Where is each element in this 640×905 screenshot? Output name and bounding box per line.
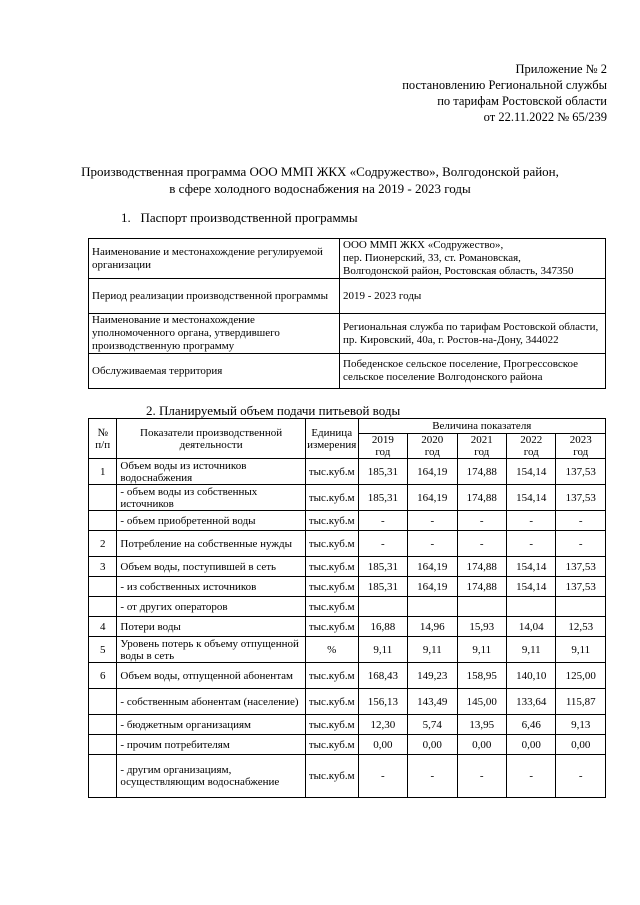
row-value: - bbox=[457, 755, 506, 798]
passport-row bbox=[89, 239, 606, 279]
row-value bbox=[457, 597, 506, 617]
year-number: 2022 bbox=[520, 434, 543, 446]
year-number: 2020 bbox=[421, 434, 444, 446]
row-value: 168,43 bbox=[358, 663, 407, 689]
row-value: 137,53 bbox=[556, 557, 606, 577]
row-unit: тыс.куб.м bbox=[305, 557, 358, 577]
row-value: 12,53 bbox=[556, 617, 606, 637]
row-value: 9,11 bbox=[556, 637, 606, 663]
table-row bbox=[89, 755, 606, 798]
header-year bbox=[507, 434, 556, 459]
header-unit: Единица измерения bbox=[305, 419, 358, 459]
row-value: 158,95 bbox=[457, 663, 506, 689]
row-value: 137,53 bbox=[556, 459, 606, 485]
row-value: 174,88 bbox=[457, 557, 506, 577]
row-unit: % bbox=[305, 637, 358, 663]
row-value: 154,14 bbox=[507, 485, 556, 511]
year-number: 2023 bbox=[569, 434, 592, 446]
row-indicator: Потери воды bbox=[117, 617, 305, 637]
row-value: 0,00 bbox=[507, 735, 556, 755]
year-suffix: год bbox=[523, 446, 539, 458]
passport-value bbox=[340, 314, 606, 354]
row-value: 154,14 bbox=[507, 577, 556, 597]
row-indicator: Объем воды, отпущенной абонентам bbox=[117, 663, 305, 689]
passport-value-line: 2019 - 2023 годы bbox=[343, 289, 422, 302]
row-indicator: - бюджетным организациям bbox=[117, 715, 305, 735]
row-value: 149,23 bbox=[408, 663, 457, 689]
table-row bbox=[89, 735, 606, 755]
row-unit: тыс.куб.м bbox=[305, 755, 358, 798]
row-unit: тыс.куб.м bbox=[305, 597, 358, 617]
row-num: 3 bbox=[89, 557, 117, 577]
annex-line: по тарифам Ростовской области bbox=[437, 94, 607, 108]
row-value: 164,19 bbox=[408, 485, 457, 511]
row-indicator: Уровень потерь к объему отпущенной воды в сеть bbox=[117, 637, 305, 663]
passport-value-line: ООО ММП ЖКХ «Содружество», bbox=[343, 239, 504, 251]
row-unit: тыс.куб.м bbox=[305, 577, 358, 597]
passport-key: Обслуживаемая территория bbox=[89, 354, 340, 389]
row-value: 5,74 bbox=[408, 715, 457, 735]
header-year bbox=[457, 434, 506, 459]
row-unit: тыс.куб.м bbox=[305, 617, 358, 637]
table-row bbox=[89, 689, 606, 715]
row-value bbox=[408, 597, 457, 617]
passport-value-line: пр. Кировский, 40а, г. Ростов-на-Дону, 344022 bbox=[343, 333, 559, 346]
row-num bbox=[89, 511, 117, 531]
row-value bbox=[507, 597, 556, 617]
row-indicator: Потребление на собственные нужды bbox=[117, 531, 305, 557]
row-indicator: - объем воды из собственных источников bbox=[117, 485, 305, 511]
row-value: 156,13 bbox=[358, 689, 407, 715]
section-number: 2. bbox=[146, 403, 156, 418]
title-line: в сфере холодного водоснабжения на 2019 - 2023 годы bbox=[169, 181, 471, 196]
annex-line: постановлению Региональной службы bbox=[402, 78, 607, 92]
row-value: 12,30 bbox=[358, 715, 407, 735]
section-number: 1. bbox=[121, 210, 131, 225]
table-row bbox=[89, 597, 606, 617]
row-value: 145,00 bbox=[457, 689, 506, 715]
header-year bbox=[408, 434, 457, 459]
row-unit: тыс.куб.м bbox=[305, 715, 358, 735]
section-title: Планируемый объем подачи питьевой воды bbox=[159, 403, 401, 418]
table-header-row bbox=[89, 419, 606, 434]
row-value: - bbox=[507, 511, 556, 531]
passport-row bbox=[89, 279, 606, 314]
row-value: - bbox=[457, 531, 506, 557]
annex-line: Приложение № 2 bbox=[515, 62, 607, 76]
passport-row bbox=[89, 354, 606, 389]
document-title bbox=[0, 163, 640, 197]
year-suffix: год bbox=[573, 446, 589, 458]
table-row bbox=[89, 459, 606, 485]
table-row bbox=[89, 511, 606, 531]
table-row bbox=[89, 577, 606, 597]
row-indicator: - другим организациям, осуществляющим водоснабжение bbox=[117, 755, 305, 798]
row-value bbox=[556, 597, 606, 617]
row-value: 137,53 bbox=[556, 485, 606, 511]
row-unit: тыс.куб.м bbox=[305, 531, 358, 557]
table-row bbox=[89, 663, 606, 689]
row-value: 133,64 bbox=[507, 689, 556, 715]
section-1-heading bbox=[121, 210, 358, 226]
row-value: - bbox=[457, 511, 506, 531]
year-suffix: год bbox=[474, 446, 490, 458]
row-value: 164,19 bbox=[408, 577, 457, 597]
row-num: 5 bbox=[89, 637, 117, 663]
section-2-heading bbox=[146, 403, 400, 419]
row-value: 115,87 bbox=[556, 689, 606, 715]
row-value: 0,00 bbox=[457, 735, 506, 755]
passport-value-line: Региональная служба по тарифам Ростовской области, bbox=[343, 320, 599, 333]
row-value: - bbox=[358, 531, 407, 557]
row-value: 143,49 bbox=[408, 689, 457, 715]
row-value: 14,96 bbox=[408, 617, 457, 637]
row-num bbox=[89, 715, 117, 735]
passport-key: Наименование и местонахождение уполномоченного органа, утвердившего производственную программу bbox=[89, 314, 340, 354]
table-row bbox=[89, 617, 606, 637]
section-title: Паспорт производственной программы bbox=[140, 210, 358, 225]
table-row bbox=[89, 485, 606, 511]
passport-key: Период реализации производственной программы bbox=[89, 279, 340, 314]
row-num bbox=[89, 755, 117, 798]
header-num: № п/п bbox=[89, 419, 117, 459]
header-year bbox=[358, 434, 407, 459]
row-num bbox=[89, 735, 117, 755]
row-unit: тыс.куб.м bbox=[305, 511, 358, 531]
row-num bbox=[89, 485, 117, 511]
row-value: 185,31 bbox=[358, 459, 407, 485]
passport-value-line: Победенское сельское поселение, Прогрессовское сельское поселение Волгодонского района bbox=[343, 358, 579, 383]
row-indicator: - прочим потребителям bbox=[117, 735, 305, 755]
row-value: - bbox=[507, 755, 556, 798]
row-value: 0,00 bbox=[556, 735, 606, 755]
row-indicator: - объем приобретенной воды bbox=[117, 511, 305, 531]
row-value: 16,88 bbox=[358, 617, 407, 637]
row-value: 185,31 bbox=[358, 577, 407, 597]
row-value: - bbox=[358, 755, 407, 798]
year-suffix: год bbox=[375, 446, 391, 458]
row-value: 15,93 bbox=[457, 617, 506, 637]
table-row bbox=[89, 637, 606, 663]
row-unit: тыс.куб.м bbox=[305, 689, 358, 715]
row-value: 137,53 bbox=[556, 577, 606, 597]
row-value: - bbox=[507, 531, 556, 557]
volume-table bbox=[88, 418, 606, 798]
annex-header bbox=[402, 61, 607, 125]
row-value: 164,19 bbox=[408, 557, 457, 577]
year-suffix: год bbox=[424, 446, 440, 458]
passport-value bbox=[340, 354, 606, 389]
row-num bbox=[89, 689, 117, 715]
row-indicator: Объем воды из источников водоснабжения bbox=[117, 459, 305, 485]
row-value: 185,31 bbox=[358, 557, 407, 577]
passport-key: Наименование и местонахождение регулируемой организации bbox=[89, 239, 340, 279]
row-unit: тыс.куб.м bbox=[305, 459, 358, 485]
row-indicator: Объем воды, поступившей в сеть bbox=[117, 557, 305, 577]
row-value: 13,95 bbox=[457, 715, 506, 735]
row-value: 185,31 bbox=[358, 485, 407, 511]
row-value: 154,14 bbox=[507, 459, 556, 485]
row-num: 4 bbox=[89, 617, 117, 637]
passport-value-line: Волгодонской район, Ростовская область, 347350 bbox=[343, 265, 574, 277]
row-value: - bbox=[358, 511, 407, 531]
row-unit: тыс.куб.м bbox=[305, 735, 358, 755]
table-row bbox=[89, 715, 606, 735]
table-row bbox=[89, 557, 606, 577]
passport-value bbox=[340, 279, 606, 314]
row-value bbox=[358, 597, 407, 617]
row-value: - bbox=[556, 531, 606, 557]
row-unit: тыс.куб.м bbox=[305, 485, 358, 511]
annex-line: от 22.11.2022 № 65/239 bbox=[483, 110, 607, 124]
row-value: 9,11 bbox=[358, 637, 407, 663]
row-value: 174,88 bbox=[457, 485, 506, 511]
row-value: - bbox=[408, 755, 457, 798]
passport-row bbox=[89, 314, 606, 354]
row-indicator: - от других операторов bbox=[117, 597, 305, 617]
row-value: 125,00 bbox=[556, 663, 606, 689]
row-value: 9,13 bbox=[556, 715, 606, 735]
row-unit: тыс.куб.м bbox=[305, 663, 358, 689]
row-num bbox=[89, 597, 117, 617]
row-value: - bbox=[408, 511, 457, 531]
row-num bbox=[89, 577, 117, 597]
row-num: 6 bbox=[89, 663, 117, 689]
passport-value-line: пер. Пионерский, 33, ст. Романовская, bbox=[343, 252, 521, 264]
header-indicator: Показатели производственной деятельности bbox=[117, 419, 305, 459]
table-row bbox=[89, 531, 606, 557]
header-year bbox=[556, 434, 606, 459]
passport-table bbox=[88, 238, 606, 389]
row-value: 9,11 bbox=[507, 637, 556, 663]
year-number: 2021 bbox=[470, 434, 493, 446]
year-number: 2019 bbox=[371, 434, 394, 446]
row-value: - bbox=[556, 511, 606, 531]
row-value: 164,19 bbox=[408, 459, 457, 485]
row-value: 9,11 bbox=[408, 637, 457, 663]
row-value: - bbox=[556, 755, 606, 798]
row-value: 154,14 bbox=[507, 557, 556, 577]
row-value: - bbox=[408, 531, 457, 557]
row-indicator: - из собственных источников bbox=[117, 577, 305, 597]
row-value: 14,04 bbox=[507, 617, 556, 637]
row-value: 0,00 bbox=[408, 735, 457, 755]
header-value: Величина показателя bbox=[358, 419, 605, 434]
row-value: 6,46 bbox=[507, 715, 556, 735]
row-value: 174,88 bbox=[457, 577, 506, 597]
passport-value bbox=[340, 239, 606, 279]
row-value: 140,10 bbox=[507, 663, 556, 689]
row-value: 174,88 bbox=[457, 459, 506, 485]
title-line: Производственная программа ООО ММП ЖКХ «Содружество», Волгодонской район, bbox=[81, 164, 559, 179]
row-indicator: - собственным абонентам (население) bbox=[117, 689, 305, 715]
row-value: 9,11 bbox=[457, 637, 506, 663]
row-num: 1 bbox=[89, 459, 117, 485]
row-num: 2 bbox=[89, 531, 117, 557]
row-value: 0,00 bbox=[358, 735, 407, 755]
